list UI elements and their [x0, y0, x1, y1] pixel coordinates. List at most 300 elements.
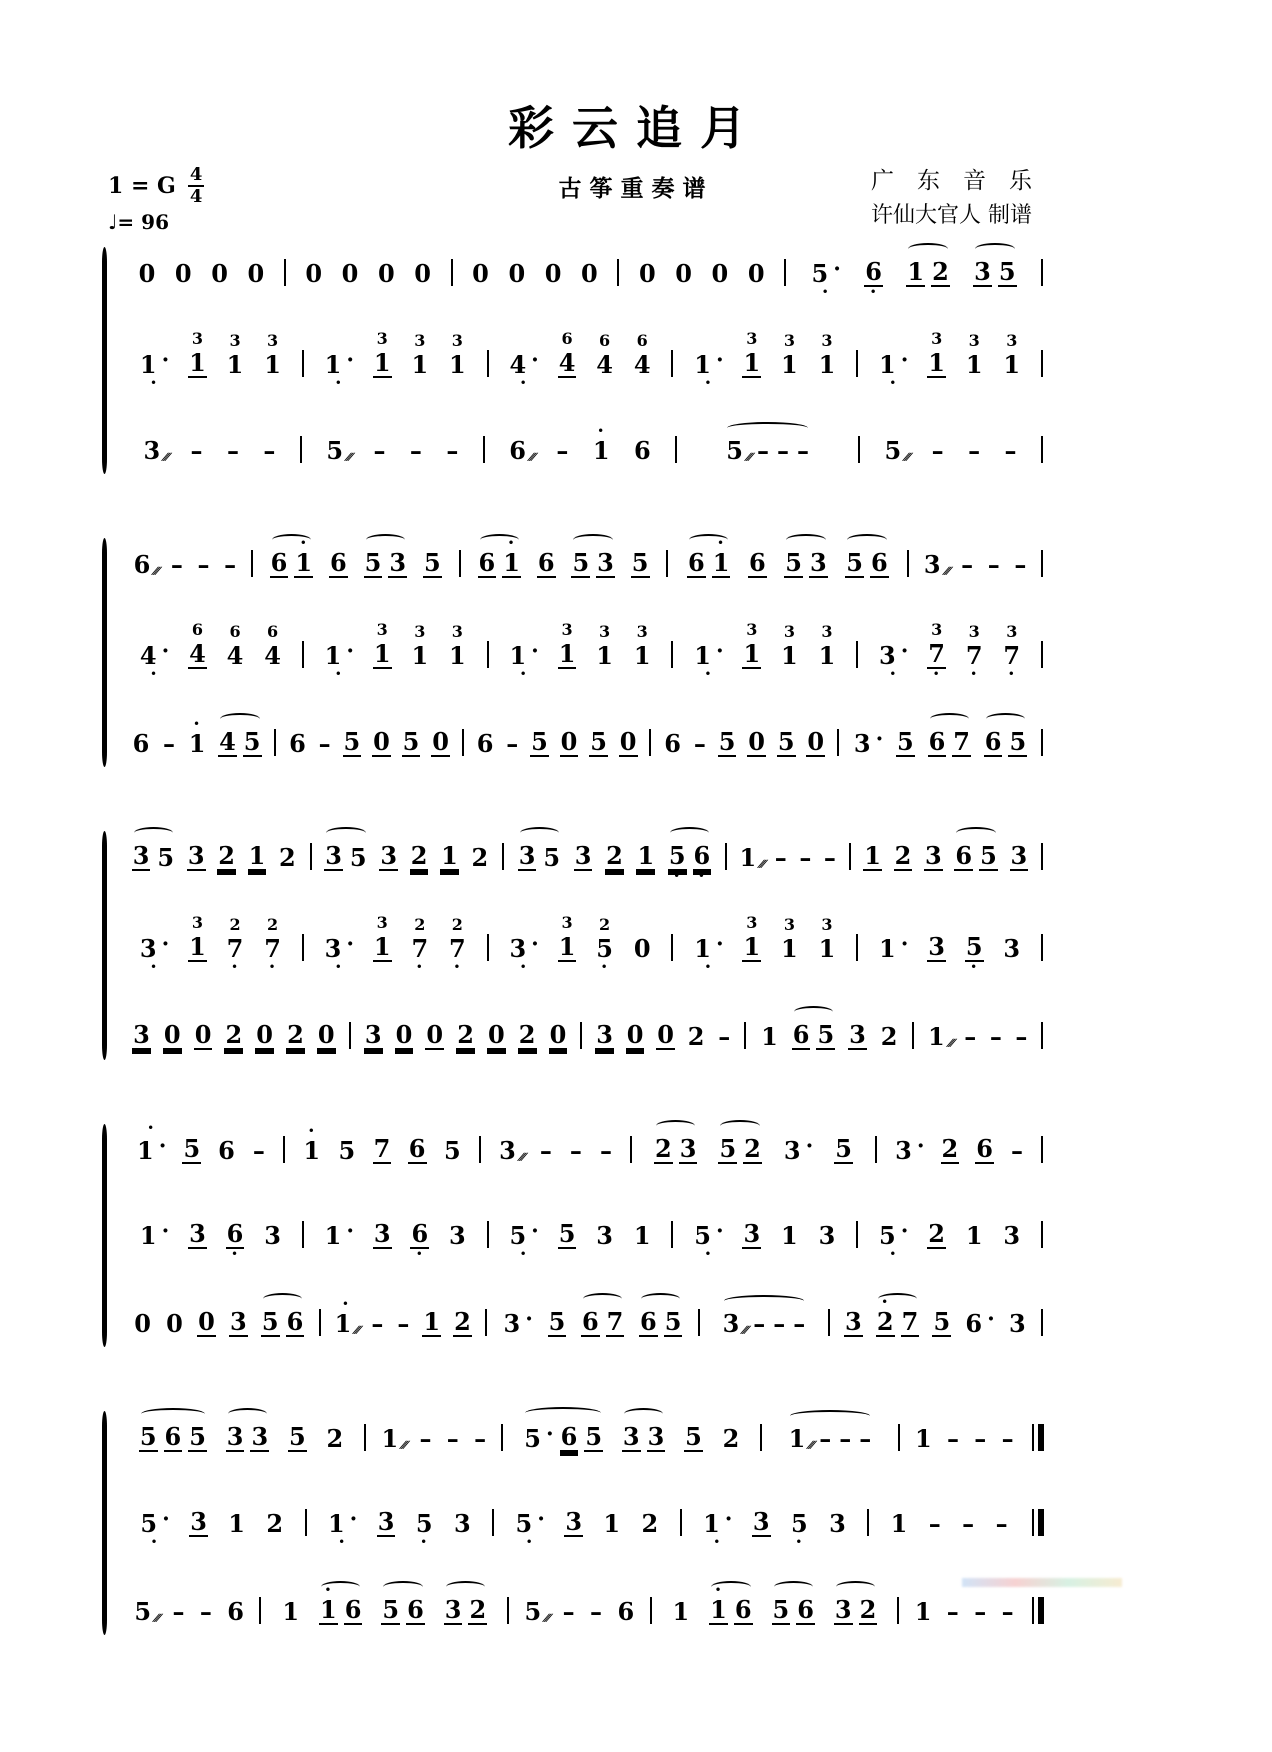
tremolo-icon: ///	[342, 452, 354, 463]
note-row	[261, 1309, 280, 1337]
note	[326, 1414, 345, 1464]
high-octave-dot-zone	[866, 716, 871, 728]
low-octave-dot-zone: •	[1007, 667, 1016, 681]
low-octave-dot-zone	[231, 1050, 236, 1062]
chord-top-note: 3	[191, 913, 204, 932]
low-octave-dot-zone	[518, 464, 523, 476]
note	[226, 1412, 245, 1464]
note-number: –	[590, 1597, 603, 1626]
note	[338, 1126, 357, 1176]
chord-top-note: 3	[229, 331, 241, 350]
note-row	[373, 641, 392, 669]
note	[747, 717, 766, 769]
note	[1014, 1012, 1028, 1062]
chord-top-note: 3	[821, 915, 833, 934]
measure	[852, 827, 1041, 883]
note	[250, 1412, 269, 1464]
note-row	[229, 1309, 248, 1337]
augmentation-dot: ·	[900, 931, 909, 957]
note-row	[133, 550, 162, 579]
note	[218, 717, 237, 769]
note	[780, 1211, 799, 1261]
low-octave-dot-zone	[643, 871, 648, 883]
note-number: 1	[712, 548, 730, 577]
measure	[861, 426, 1040, 476]
note-number: –	[446, 436, 459, 465]
note-row	[415, 1511, 434, 1537]
note-number: 2	[641, 1509, 659, 1538]
note-number: 4	[509, 350, 527, 379]
key-time-signature	[108, 166, 204, 207]
note-row	[388, 550, 407, 578]
note-number: 0	[247, 259, 265, 288]
low-octave-dot-zone	[612, 871, 617, 883]
low-octave-dot-zone	[438, 757, 443, 769]
barline	[485, 1309, 487, 1336]
note-number: 1	[672, 1597, 690, 1626]
note-row	[595, 936, 614, 962]
measure	[313, 827, 502, 883]
note-row	[142, 436, 171, 465]
note-number: 5	[415, 1509, 433, 1538]
final-barline-thin	[1032, 1509, 1034, 1536]
note-number: 5	[524, 1597, 542, 1626]
credits	[871, 164, 1032, 232]
note-number: 5	[548, 1307, 566, 1336]
note-row	[687, 1024, 706, 1050]
note	[197, 540, 211, 590]
note	[564, 1497, 583, 1549]
low-octave-dot-zone: •	[713, 1535, 722, 1549]
note-row	[444, 1597, 463, 1625]
note-number: 0	[747, 259, 765, 288]
low-octave-dot-zone	[549, 871, 554, 883]
note-number: 5	[664, 1307, 682, 1336]
low-octave-dot-zone	[560, 464, 565, 476]
note-number: 5	[785, 548, 802, 577]
augmentation-dot: ·	[805, 1133, 814, 1159]
note	[878, 921, 908, 974]
low-octave-dot-zone	[801, 464, 806, 476]
augmentation-dot: ·	[161, 931, 170, 957]
note	[581, 1297, 600, 1349]
note-row	[927, 1221, 946, 1249]
tremolo-icon: ///	[398, 1440, 409, 1451]
voice-line	[120, 1581, 1044, 1637]
note-row	[965, 934, 984, 962]
high-octave-dot-zone	[706, 921, 711, 933]
measure	[120, 1123, 282, 1176]
slur-arc	[831, 1581, 880, 1637]
note-row	[194, 1022, 213, 1050]
note-number: 5	[980, 841, 997, 870]
note	[961, 1499, 975, 1549]
note-number: –	[474, 1424, 487, 1453]
note	[823, 833, 837, 883]
chord-top-note: 3	[191, 329, 204, 348]
note	[558, 331, 577, 390]
note-number: 1	[228, 1509, 245, 1538]
augmentation-dot: ·	[715, 638, 724, 664]
note-number: 0	[638, 259, 656, 288]
note-number: 1	[373, 639, 391, 668]
low-octave-dot-zone	[139, 1050, 144, 1062]
watermark-smudge	[962, 1578, 1122, 1587]
note-row	[633, 1223, 652, 1249]
chord-top-note: 3	[1006, 622, 1018, 641]
barline	[305, 1509, 307, 1536]
high-octave-dot-zone: •	[193, 717, 202, 731]
note	[139, 1208, 169, 1261]
note-row	[693, 731, 707, 757]
note-number: 1	[295, 548, 313, 577]
note-number: 3	[853, 729, 871, 758]
note	[844, 1297, 863, 1349]
time-signature-bottom: 4	[189, 185, 203, 207]
augmentation-dot: ·	[346, 1218, 355, 1244]
note-row	[784, 550, 803, 578]
note-row	[845, 550, 864, 578]
voice-line	[120, 713, 1044, 769]
note-number: 5	[572, 548, 590, 577]
low-octave-dot-zone	[939, 1337, 944, 1349]
high-octave-dot-zone	[706, 1208, 711, 1220]
slur-arc	[842, 534, 891, 590]
voice-line	[120, 827, 1044, 883]
note-row	[964, 1308, 994, 1337]
note-row	[914, 1426, 933, 1452]
low-octave-dot-zone	[477, 871, 482, 883]
note-number: 3	[377, 1507, 395, 1536]
note-number: 5	[668, 841, 686, 870]
barline	[680, 1509, 682, 1536]
note-number: 5	[590, 727, 607, 756]
note	[878, 337, 908, 390]
note-row	[560, 1424, 579, 1452]
note-row	[818, 936, 837, 962]
low-octave-dot-zone: •	[600, 960, 609, 974]
note	[372, 717, 391, 769]
low-octave-dot-zone	[934, 378, 939, 390]
note-row	[809, 550, 828, 578]
barline	[867, 1509, 869, 1536]
barline	[580, 1022, 582, 1049]
low-octave-dot-zone	[413, 1625, 418, 1637]
low-octave-dot-zone	[195, 378, 200, 390]
note-row	[574, 843, 593, 871]
note-row	[838, 1426, 852, 1452]
note	[636, 831, 655, 883]
measure	[915, 1012, 1040, 1062]
note-number: –	[859, 1424, 872, 1453]
low-octave-dot-zone	[852, 578, 857, 590]
note	[188, 331, 207, 390]
note-row	[973, 1426, 987, 1452]
note	[324, 337, 354, 390]
note-row	[471, 845, 490, 871]
note	[796, 1585, 815, 1637]
note	[928, 717, 947, 769]
note-number: 5	[998, 257, 1016, 286]
low-octave-dot-zone	[965, 578, 970, 590]
note-number: –	[819, 1424, 832, 1453]
low-octave-dot-zone	[633, 1050, 638, 1062]
note-number: 0	[138, 259, 156, 288]
low-octave-dot-zone	[344, 1337, 349, 1349]
note-number: 3	[324, 934, 342, 963]
note-number: 5	[423, 548, 441, 577]
note-row	[265, 1511, 284, 1537]
note	[1001, 1587, 1015, 1637]
note	[987, 540, 1001, 590]
note-row	[227, 1511, 246, 1537]
note	[549, 1010, 568, 1062]
note	[372, 426, 386, 476]
augmentation-dot: ·	[537, 1506, 545, 1532]
note-row	[777, 729, 796, 757]
note-row	[294, 550, 313, 578]
measure	[859, 331, 1040, 390]
low-octave-dot-zone	[309, 1164, 314, 1176]
note-row	[798, 845, 812, 871]
note-number: 7	[1003, 641, 1021, 670]
note-row	[456, 1022, 475, 1050]
note-row	[569, 1138, 583, 1164]
low-octave-dot-zone	[629, 1452, 634, 1464]
note	[864, 247, 883, 299]
low-octave-dot-zone	[514, 287, 519, 299]
note-row	[139, 1508, 169, 1537]
barline	[875, 1136, 877, 1163]
note-row	[562, 1599, 576, 1625]
barline	[698, 1309, 700, 1336]
low-octave-dot-zone	[380, 378, 385, 390]
note-number: 6	[560, 1422, 578, 1451]
note-row	[580, 261, 599, 287]
low-octave-dot-zone	[201, 1050, 206, 1062]
final-barline	[1032, 1597, 1044, 1624]
note-row	[139, 933, 169, 962]
note	[265, 1499, 284, 1549]
note	[132, 1010, 151, 1062]
note-row	[162, 731, 176, 757]
note-number: 7	[373, 1134, 391, 1163]
tremolo-icon: ///	[150, 1613, 162, 1624]
note	[693, 1208, 723, 1261]
chord-top-note: 3	[414, 331, 426, 350]
note	[693, 831, 712, 883]
low-octave-dot-zone	[1005, 1452, 1010, 1464]
note-row	[717, 1024, 731, 1050]
low-octave-dot-zone: •	[869, 285, 878, 299]
note-row	[286, 1022, 305, 1050]
note	[377, 249, 396, 299]
note	[858, 1414, 872, 1464]
low-octave-dot-zone	[978, 1452, 983, 1464]
note	[777, 717, 796, 769]
note-number: –	[823, 843, 836, 872]
note	[1008, 717, 1027, 769]
note	[471, 833, 490, 883]
augmentation-dot: ·	[715, 1218, 724, 1244]
note-row	[1002, 936, 1021, 962]
barline	[671, 641, 673, 668]
note-row	[960, 552, 974, 578]
note-number: 6	[330, 548, 347, 577]
note	[508, 921, 538, 974]
note-number: 1	[441, 841, 458, 870]
low-octave-dot-zone	[843, 1452, 848, 1464]
low-octave-dot-zone	[195, 1452, 200, 1464]
augmentation-dot: ·	[349, 1506, 358, 1532]
note-row	[595, 1022, 614, 1050]
note-row	[372, 438, 386, 464]
note-number: 1	[303, 1136, 321, 1165]
note-row	[928, 1511, 942, 1537]
note-row	[633, 438, 652, 464]
low-octave-dot-zone	[891, 962, 896, 974]
note-number: 6	[133, 550, 151, 579]
note	[838, 1414, 852, 1464]
low-octave-dot-zone	[250, 757, 255, 769]
note-number: 0	[549, 1020, 567, 1049]
low-octave-dot-zone: •	[697, 869, 706, 883]
low-octave-dot-zone	[533, 1625, 538, 1637]
low-octave-dot-zone	[555, 1337, 560, 1349]
low-octave-dot-zone	[640, 962, 645, 974]
low-octave-dot-zone	[195, 962, 200, 974]
measure	[120, 426, 299, 476]
note	[641, 1499, 660, 1549]
low-octave-dot-zone	[478, 287, 483, 299]
note	[341, 249, 360, 299]
measure	[490, 915, 671, 974]
note	[448, 333, 467, 390]
low-octave-dot-zone	[787, 669, 792, 681]
low-octave-dot-zone	[937, 1050, 942, 1062]
low-octave-dot-zone	[749, 378, 754, 390]
note	[530, 717, 549, 769]
slur-arc	[715, 1120, 764, 1176]
note-row	[317, 1022, 336, 1050]
measure	[859, 921, 1040, 974]
barline	[310, 843, 312, 870]
low-octave-dot-zone	[176, 1625, 181, 1637]
note-row	[1014, 1024, 1028, 1050]
low-octave-dot-zone	[681, 287, 686, 299]
slur-arc	[258, 1293, 307, 1349]
note	[796, 426, 810, 476]
low-octave-dot-zone	[602, 1050, 607, 1062]
note-row	[288, 731, 307, 757]
note-row	[722, 1309, 750, 1338]
note-row	[687, 550, 706, 578]
note-number: –	[962, 1509, 975, 1538]
note-row	[823, 845, 837, 871]
note-row	[224, 1022, 243, 1050]
note	[712, 538, 731, 590]
low-octave-dot-zone	[463, 1050, 468, 1062]
note-row	[931, 259, 950, 287]
tremolo-icon: ///	[515, 1152, 527, 1163]
low-octave-dot-zone	[195, 669, 200, 681]
note-row	[932, 1309, 951, 1337]
note-row	[544, 261, 563, 287]
note-number: 3	[380, 841, 398, 870]
note-number: 4	[596, 350, 613, 379]
note-number: –	[409, 436, 422, 465]
note-number: 5	[694, 1221, 711, 1250]
note	[133, 1587, 162, 1637]
note-number: 2	[880, 1022, 898, 1051]
note-row	[606, 1309, 625, 1337]
note	[772, 1299, 786, 1349]
note-row	[217, 1138, 236, 1164]
measure	[120, 1010, 348, 1062]
note	[324, 1208, 354, 1261]
high-octave-dot-zone	[706, 628, 711, 640]
note-row	[641, 1511, 660, 1537]
note	[229, 1297, 248, 1349]
low-octave-dot-zone	[1008, 464, 1013, 476]
note-number: 4	[633, 350, 651, 379]
note	[964, 1296, 994, 1349]
note-number: 1	[743, 932, 761, 961]
low-octave-dot-zone	[587, 287, 592, 299]
note-number: 2	[410, 841, 428, 870]
slur-arc	[665, 827, 714, 883]
low-octave-dot-zone	[460, 1337, 465, 1349]
barline	[1041, 934, 1043, 961]
augmentation-dot: ·	[546, 1421, 554, 1447]
note-row	[616, 1599, 635, 1625]
note	[1001, 1414, 1015, 1464]
note-number: 7	[901, 1307, 919, 1336]
note-number: –	[419, 1424, 432, 1453]
note-row	[792, 1311, 806, 1337]
note-row	[448, 936, 467, 962]
note-number: 1	[139, 1221, 157, 1250]
measure	[831, 1293, 1040, 1349]
chord-top-note: 3	[783, 331, 795, 350]
note-row	[602, 1511, 621, 1537]
note	[894, 1123, 924, 1176]
note-number: 3	[574, 841, 592, 870]
note-number: 4	[264, 641, 281, 670]
slur-arc	[321, 827, 370, 883]
note-row	[664, 1309, 683, 1337]
measure	[488, 1293, 697, 1349]
measure	[669, 534, 906, 590]
note-number: 3	[597, 548, 614, 577]
measure	[120, 1208, 301, 1261]
slur-arc	[722, 422, 813, 476]
note-number: 3	[143, 436, 161, 465]
note	[431, 717, 450, 769]
note	[998, 247, 1017, 299]
low-octave-dot-zone	[729, 1452, 734, 1464]
note-row	[364, 550, 383, 578]
barline	[1041, 1022, 1043, 1049]
slur-arc	[129, 827, 178, 883]
low-octave-dot-zone	[866, 757, 871, 769]
low-octave-dot-zone	[268, 1337, 273, 1349]
low-octave-dot-zone	[288, 1625, 293, 1637]
note	[518, 831, 537, 883]
note-row	[748, 550, 767, 578]
note	[544, 249, 563, 299]
low-octave-dot-zone	[189, 1164, 194, 1176]
